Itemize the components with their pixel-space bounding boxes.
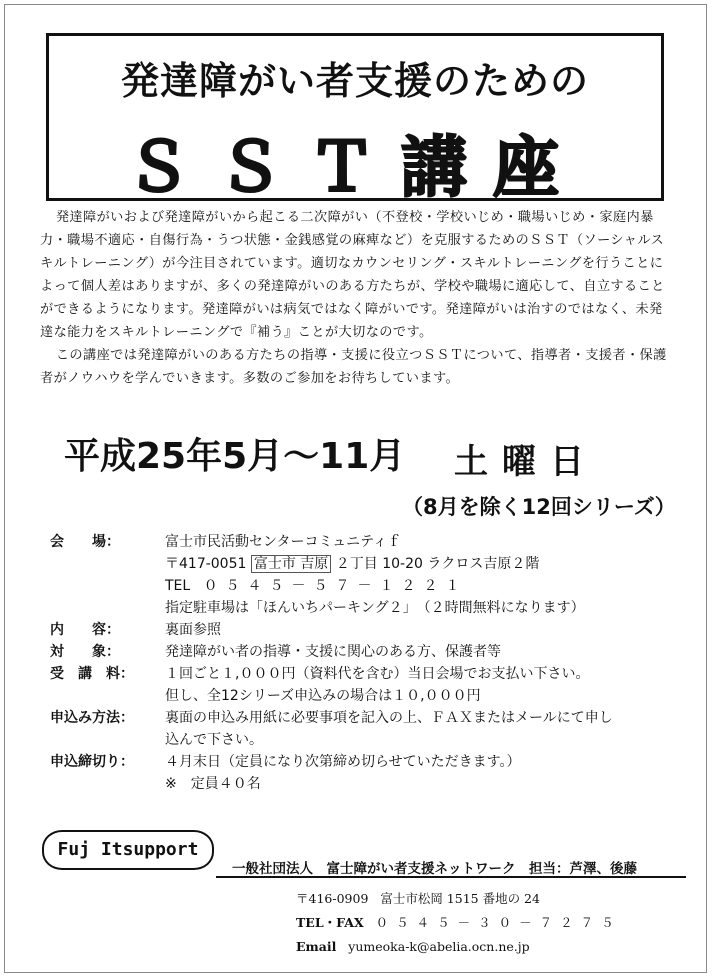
address-value [165, 553, 539, 575]
apply-row [50, 707, 690, 729]
venue-label: 会 場： [50, 534, 120, 550]
deadline-label: 申込締切り： [50, 754, 134, 770]
target-row [50, 641, 690, 663]
address-row [50, 553, 690, 575]
fee-value-2: 但し、全12シリーズ申込みの場合は１０,０００円 [165, 688, 481, 704]
apply-value-2: 込んで下さい。 [165, 732, 263, 748]
tel-row [50, 575, 690, 597]
contact-telfax-label: TEL・FAX [296, 915, 364, 930]
parking-row [50, 597, 690, 619]
schedule-day: 土曜日 [454, 442, 598, 482]
contact-email[interactable]: yumeoka-k@abelia.ocn.ne.jp [348, 939, 530, 954]
apply-label: 申込み方法： [50, 710, 134, 726]
contact-telfax-row [296, 911, 622, 935]
contact-block [296, 887, 622, 959]
capacity-value: ※ 定員４０名 [165, 776, 261, 792]
contact-address: 富士市松岡 1515 番地の 24 [380, 891, 540, 906]
contact-postal: 〒416-0909 [296, 891, 369, 906]
apply-value-1: 裏面の申込み用紙に必要事項を記入の上、ＦＡＸまたはメールにて申し [165, 710, 613, 726]
venue-value: 富士市民活動センターコミュニティｆ [165, 534, 402, 550]
target-label: 対 象： [50, 644, 120, 660]
parking-value: 指定駐車場は「ほんいちパーキング２」 （２時間無料になります） [165, 600, 585, 616]
organization-underline [216, 876, 686, 878]
tel-number: ０５４５－５７－１２２１ [203, 578, 468, 594]
title-line1: 発達障がい者支援のための [120, 59, 589, 103]
contact-email-row [296, 935, 622, 959]
fee-value-1: １回ごと１,０００円（資料代を含む）当日会場でお支払い下さい。 [165, 666, 590, 682]
tel-label: TEL [165, 578, 191, 594]
fee-row-2 [50, 685, 690, 707]
fee-label: 受 講 料： [50, 666, 134, 682]
contact-email-label: Email [296, 939, 337, 954]
venue-row [50, 531, 690, 553]
fujitsupport-logo: Fuj Itsupport [42, 830, 214, 870]
title-line2: ＳＳＴ講座 [125, 129, 585, 206]
content-value: 裏面参照 [165, 622, 221, 638]
contact-address-row [296, 887, 622, 911]
schedule-note: （8月を除く12回シリーズ） [402, 495, 676, 519]
content-label: 内 容： [50, 622, 120, 638]
title-box [46, 33, 664, 206]
target-value: 発達障がい者の指導・支援に関心のある方、保護者等 [165, 644, 501, 660]
fee-row [50, 663, 690, 685]
address-city: 富士市 吉原 [251, 555, 331, 573]
address-rest: ２丁目 10-20 ラクロス吉原２階 [335, 556, 540, 572]
schedule-period: 平成25年5月～11月 [64, 436, 406, 477]
apply-row-2 [50, 729, 690, 751]
capacity-row [50, 773, 690, 795]
intro-paragraph-2: この講座では発達障がいのある方たちの指導・支援に役立つＳＳＴについて、指導者・支援者・保護者がノウハウを学んでいきます。多数のご参加をお待ちしています。 [40, 348, 667, 386]
organization-name: 一般社団法人 富士障がい者支援ネットワーク 担当：芦澤、後藤 [232, 861, 637, 877]
contact-telfax: ０５４５－３０－７２７５ [375, 915, 622, 930]
details-section [50, 531, 690, 795]
tel-value [165, 575, 468, 597]
content-row [50, 619, 690, 641]
intro-text [40, 206, 676, 390]
intro-paragraph-1: 発達障がいおよび発達障がいから起こる二次障がい（不登校・学校いじめ・職場いじめ・家庭内暴力・職場不適応・自傷行為・うつ状態・金銭感覚の麻痺など）を克服するためのＳＳＴ（ソーシャルスキルトレーニング）が今注目されています。適切なカウンセリング・スキルトレーニングを行うことによって個人差はありますが、多くの発達障がいのある方たちが、学校や職場に適応して、自立することができるようになります。発達障がいは病気ではなく障がいです。発達障がいは治すのではなく、未発達な能力をスキルトレーニングで『補う』ことが大切なのです。 [40, 210, 665, 340]
deadline-value: ４月末日（定員になり次第締め切らせていただきます。） [165, 754, 521, 770]
address-postal: 〒417-0051 [165, 556, 247, 572]
deadline-row [50, 751, 690, 773]
